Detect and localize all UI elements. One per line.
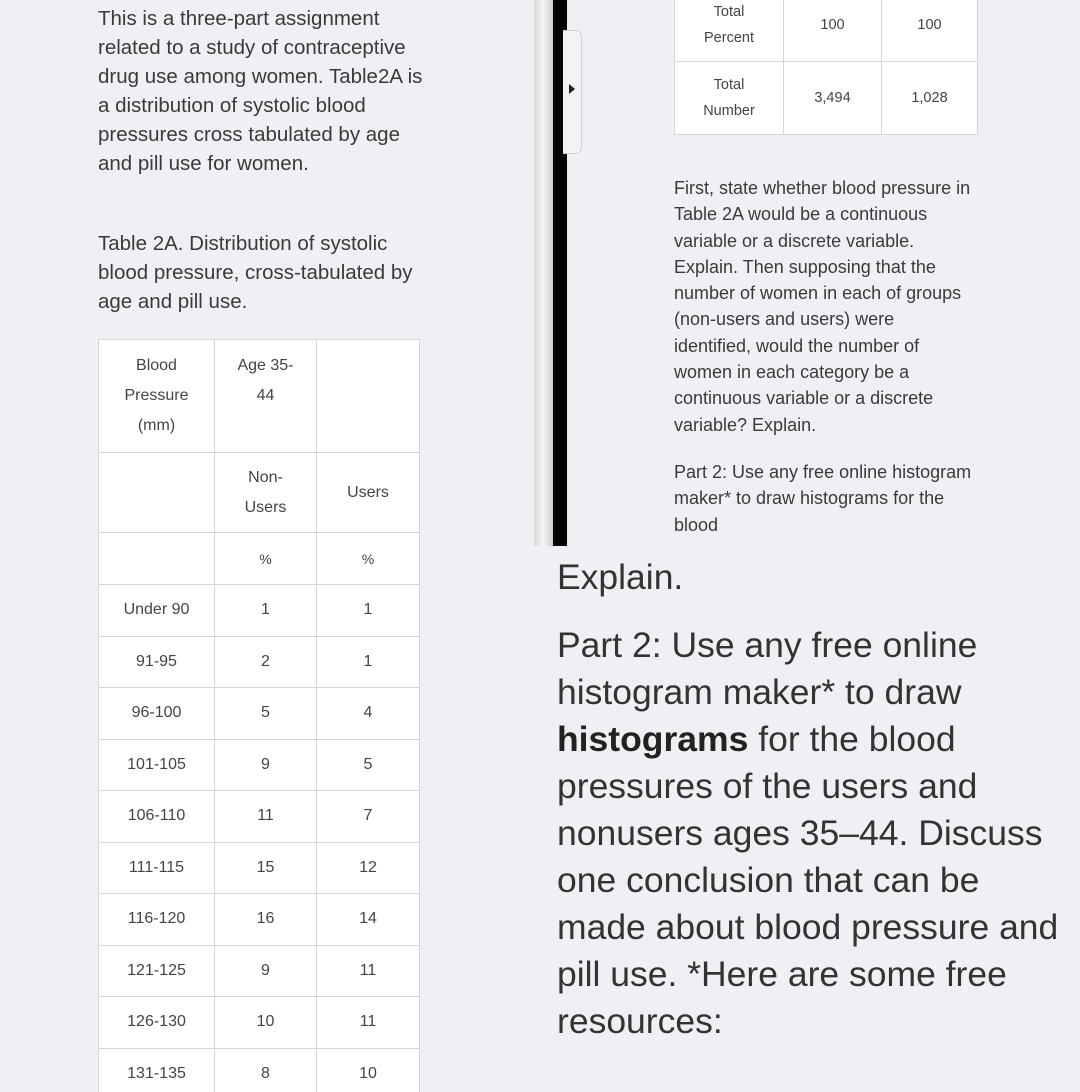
table-row: [99, 997, 420, 1049]
table-units-row: [99, 533, 420, 585]
cell-nonusers: 5: [215, 688, 317, 740]
table-row: [99, 585, 420, 637]
table-row: [99, 842, 420, 894]
cell-range: 91-95: [99, 636, 215, 688]
cell-users: 10: [317, 1048, 420, 1092]
total-number-users: 1,028: [882, 62, 978, 135]
subheader-empty: [99, 453, 215, 533]
cell-nonusers: 11: [215, 791, 317, 843]
right-question-text: [674, 175, 974, 548]
total-percent-users: 100: [882, 0, 978, 62]
zoomed-screenshot-panel: [534, 546, 1080, 1092]
cell-users: 11: [317, 997, 420, 1049]
histograms-bold: histograms: [557, 719, 749, 759]
cell-range: Under 90: [99, 585, 215, 637]
unit-users: %: [317, 533, 420, 585]
cell-nonusers: 8: [215, 1048, 317, 1092]
header-blood-pressure: Blood Pressure (mm): [99, 340, 215, 453]
cell-range: 111-115: [99, 842, 215, 894]
cell-users: 5: [317, 739, 420, 791]
cell-range: 106-110: [99, 791, 215, 843]
total-percent-row: [675, 0, 978, 62]
cell-nonusers: 2: [215, 636, 317, 688]
units-empty: [99, 533, 215, 585]
table-row: [99, 791, 420, 843]
total-number-row: [675, 62, 978, 135]
header-users: Users: [317, 453, 420, 533]
divider-shade: [534, 0, 553, 548]
right-screenshot-panel: [567, 0, 1080, 548]
cell-range: 126-130: [99, 997, 215, 1049]
table-row: [99, 688, 420, 740]
cell-users: 1: [317, 585, 420, 637]
table-body: [99, 585, 420, 1092]
assignment-intro: This is a three-part assignment related to a study of contraceptive drug use among women. Table2A is a distribution of systolic blood pressures cross tabulated by age and pill use for women.: [98, 7, 423, 175]
header-nonusers: Non- Users: [215, 453, 317, 533]
table-row: [99, 739, 420, 791]
table-caption: Table 2A. Distribution of systolic blood pressure, cross-tabulated by age and pill use.: [98, 232, 413, 313]
part2-question-small: Part 2: Use any free online histogram maker* to draw histograms for the blood: [674, 461, 972, 535]
cell-range: 96-100: [99, 688, 215, 740]
table-row: [99, 945, 420, 997]
cell-nonusers: 16: [215, 894, 317, 946]
cell-nonusers: 9: [215, 739, 317, 791]
table-row: [99, 894, 420, 946]
cell-users: 4: [317, 688, 420, 740]
cell-users: 12: [317, 842, 420, 894]
zoom-part2: Part 2: Use any free online histogram maker* to draw histograms for the blood pressures of the users and nonusers ages 35–44. Discuss one conclusion that can be made about blood pressure and pill use. *Here are some free resources:: [557, 625, 1059, 1041]
cell-range: 101-105: [99, 739, 215, 791]
cell-users: 14: [317, 894, 420, 946]
table-row: [99, 636, 420, 688]
cell-users: 7: [317, 791, 420, 843]
part1-question: First, state whether blood pressure in Table 2A would be a continuous variable or a discrete variable. Explain. Then supposing that the number of women in each of groups (non-users and users) were identified, would the number of women in each category be a continuous variable or a discrete variable? Explain.: [674, 178, 971, 435]
total-percent-nonusers: 100: [784, 0, 882, 62]
table-subheader-row: [99, 453, 420, 533]
cell-range: 131-135: [99, 1048, 215, 1092]
header-empty: [317, 340, 420, 453]
zoomed-text: [557, 554, 1077, 1066]
table-header-row: [99, 340, 420, 453]
total-number-label: Total Number: [675, 62, 784, 135]
zoom-explain: Explain.: [557, 557, 684, 597]
cell-nonusers: 1: [215, 585, 317, 637]
cell-range: 121-125: [99, 945, 215, 997]
cell-nonusers: 10: [215, 997, 317, 1049]
header-age-group: Age 35- 44: [215, 340, 317, 453]
totals-table: [674, 0, 978, 135]
cell-nonusers: 15: [215, 842, 317, 894]
cell-nonusers: 9: [215, 945, 317, 997]
table-row: [99, 1048, 420, 1092]
cell-range: 116-120: [99, 894, 215, 946]
total-number-nonusers: 3,494: [784, 62, 882, 135]
blood-pressure-table: [98, 339, 420, 1092]
chevron-right-icon[interactable]: [569, 84, 575, 94]
cell-users: 11: [317, 945, 420, 997]
total-percent-label: Total Percent: [675, 0, 784, 62]
cell-users: 1: [317, 636, 420, 688]
unit-nonusers: %: [215, 533, 317, 585]
